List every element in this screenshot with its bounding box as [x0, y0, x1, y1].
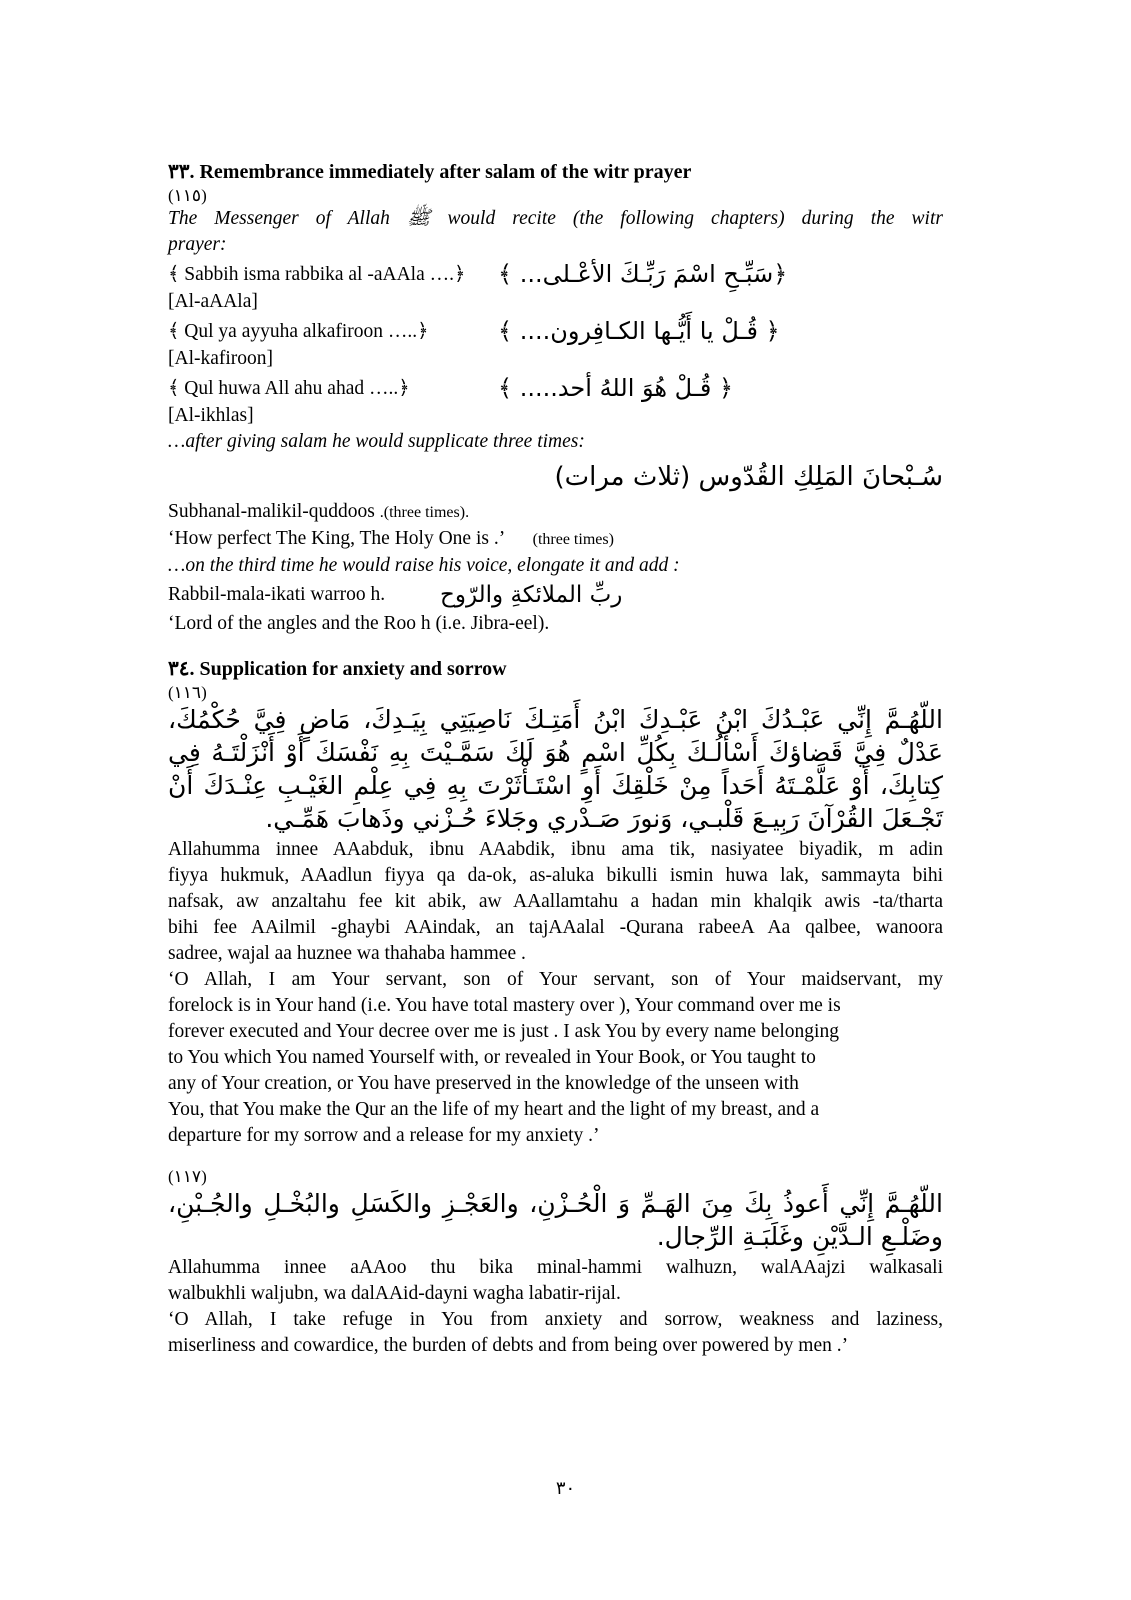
meaning-117-line: miserliness and cowardice, the burden of debts and from being over powered by men .’ [168, 1335, 849, 1356]
sura-name: [Al-kafiroon] [168, 348, 274, 369]
sura-translit: ﴾ Sabbih isma rabbika al -aAAla ….﴿ [168, 263, 466, 285]
sura-arabic: ﴿ قُـلْ هُوَ اللهُ أحد..... ﴾ [498, 373, 734, 402]
arabic-supplication-117: اللّهُـمَّ إِنِّي أَعوذُ بِكَ مِنَ الهَـمِّ وَ الْحُـزْنِ، والعَجْـزِ والكَسَلِ والبُخْـلِ والجُـبْنِ، وضَلْـعِ الـدَّيْنِ وغَلَبَـةِ الرِّجال. [168, 1189, 943, 1251]
subhan-meaning-line [168, 526, 943, 553]
section-34-heading: ٣٤. Supplication for anxiety and sorrow [168, 658, 507, 680]
subhan-meaning: ‘How perfect The King, The Holy One is .’ [168, 528, 504, 549]
translit-116-line: nafsak, aw anzaltahu fee kit abik, aw AAallamtahu a hadan min khalqik awis -ta/tharta [168, 891, 943, 912]
meaning-116-line: ‘O Allah, I am Your servant, son of Your servant, son of Your maidservant, my [168, 969, 943, 990]
translit-116-block [168, 837, 943, 967]
rabb-translit: Rabbil-mala-ikati warroo h. [168, 584, 386, 605]
translit-116-line: sadree, wajal aa huznee wa thahaba hammee . [168, 943, 526, 964]
subhan-times: .(three times). [379, 504, 470, 521]
sura-row-kafiroon [168, 315, 943, 346]
translit-117-line: walbukhli waljubn, wa dalAAid-dayni wagha labatir-rijal. [168, 1283, 621, 1304]
section-gap [168, 637, 943, 655]
sura-name: [Al-ikhlas] [168, 405, 254, 426]
sura-translit: ﴾ Qul ya ayyuha alkafiroon …..﴿ [168, 320, 429, 342]
translit-117-block [168, 1255, 943, 1307]
arabic-supplication-116: اللّهُـمَّ إِنِّي عَبْـدُكَ ابْنُ عَبْـدِكَ ابْنُ أَمَتِـكَ نَاصِيَتِي بِيَـدِكَ، مَاضٍ فِيَّ حُكْمُكَ، عَدْلٌ فِيَّ قَضاؤكَ أَسْأَلُـكَ بِكُلِّ اسْمٍ هُوَ لَكَ سَمَّـيْتَ بِهِ نَفْسَكَ أَوْ أَنْزَلْتَـهُ فِي كِتابِكَ، أَوْ عَلَّمْـتَهُ أَحَداً مِنْ خَلْقِكَ أَوِ اسْتَـأْثَرْتَ بِهِ فِي عِلْمِ الغَيْـبِ عِنْـدَكَ أَنْ تَجْـعَلَ القُرْآنَ رَبِيـعَ قَلْبـي، وَنورَ صَـدْري وجَلاءَ حُـزْني وذَهابَ هَمِّـي. [168, 705, 943, 833]
meaning-116-block [168, 967, 943, 1149]
rabb-line [168, 579, 943, 611]
page-content [168, 158, 943, 1359]
subhan-translit: Subhanal-malikil-quddoos [168, 501, 375, 522]
section-33-heading: ٣٣. Remembrance immediately after salam of the witr prayer [168, 161, 692, 183]
translit-116-line: fiyya hukmuk, AAadlun fiyya qa da-ok, as-aluka bikulli ismin huwa lak, sammayta bihi [168, 865, 943, 886]
subhan-meaning-times: (three times) [532, 531, 614, 548]
rabb-arabic: ربِّ الملائكةِ والرّوح [440, 582, 623, 608]
intro-line-1: The Messenger of Allah ﷺ would recite (the following chapters) during the witr [168, 208, 943, 229]
sura-arabic: ﴿سَبِّـحِ اسْمَ رَبِّـكَ الأعْـلى... ﴾ [498, 259, 788, 288]
sura-row-ala [168, 258, 943, 289]
sura-name: [Al-aAAla] [168, 291, 258, 312]
sura-row-ikhlas [168, 372, 943, 403]
meaning-116-line: forelock is in Your hand (i.e. You have total mastery over ), Your command over me is [168, 995, 841, 1016]
meaning-116-line: forever executed and Your decree over me is just . I ask You by every name belonging [168, 1021, 839, 1042]
translit-116-line: Allahumma innee AAabduk, ibnu AAabdik, ibnu ama tik, nasiyatee biyadik, m adin [168, 839, 943, 860]
subhan-arabic: سُـبْحانَ المَلِكِ القُدّوس (ثلاث مرات) [554, 462, 943, 492]
sura-arabic: ﴿ قُـلْ يا أَيُّـها الكـافِرون.... ﴾ [498, 316, 780, 345]
meaning-117-line: ‘O Allah, I take refuge in You from anxiety and sorrow, weakness and laziness, [168, 1309, 943, 1330]
hadith-number-115: (١١٥) [168, 186, 207, 205]
page-number: ٣٠ [555, 1478, 576, 1499]
intro-line-2: prayer: [168, 234, 227, 255]
rabb-meaning: ‘Lord of the angles and the Roo h (i.e. Jibra-eel). [168, 613, 550, 634]
sura-translit: ﴾ Qul huwa All ahu ahad …..﴿ [168, 377, 410, 399]
third-time-line: …on the third time he would raise his voice, elongate it and add : [168, 555, 680, 576]
meaning-116-line: any of Your creation, or You have preserved in the knowledge of the unseen with [168, 1073, 799, 1094]
meaning-117-block [168, 1307, 943, 1359]
translit-116-line: bihi fee AAilmil -ghaybi AAindak, an tajAAalal -Qurana rabeeA Aa qalbee, wanoora [168, 917, 943, 938]
meaning-116-line: to You which You named Yourself with, or revealed in Your Book, or You taught to [168, 1047, 816, 1068]
hadith-number-116: (١١٦) [168, 683, 207, 702]
subhan-translit-line [168, 499, 943, 526]
hadith-number-117: (١١٧) [168, 1167, 207, 1186]
meaning-116-line: departure for my sorrow and a release for my anxiety .’ [168, 1125, 600, 1146]
section-gap [168, 1149, 943, 1167]
after-salam-line: …after giving salam he would supplicate three times: [168, 431, 585, 452]
translit-117-line: Allahumma innee aAAoo thu bika minal-hammi walhuzn, walAAajzi walkasali [168, 1257, 943, 1278]
meaning-116-line: You, that You make the Qur an the life of my heart and the light of my breast, and a [168, 1099, 820, 1120]
